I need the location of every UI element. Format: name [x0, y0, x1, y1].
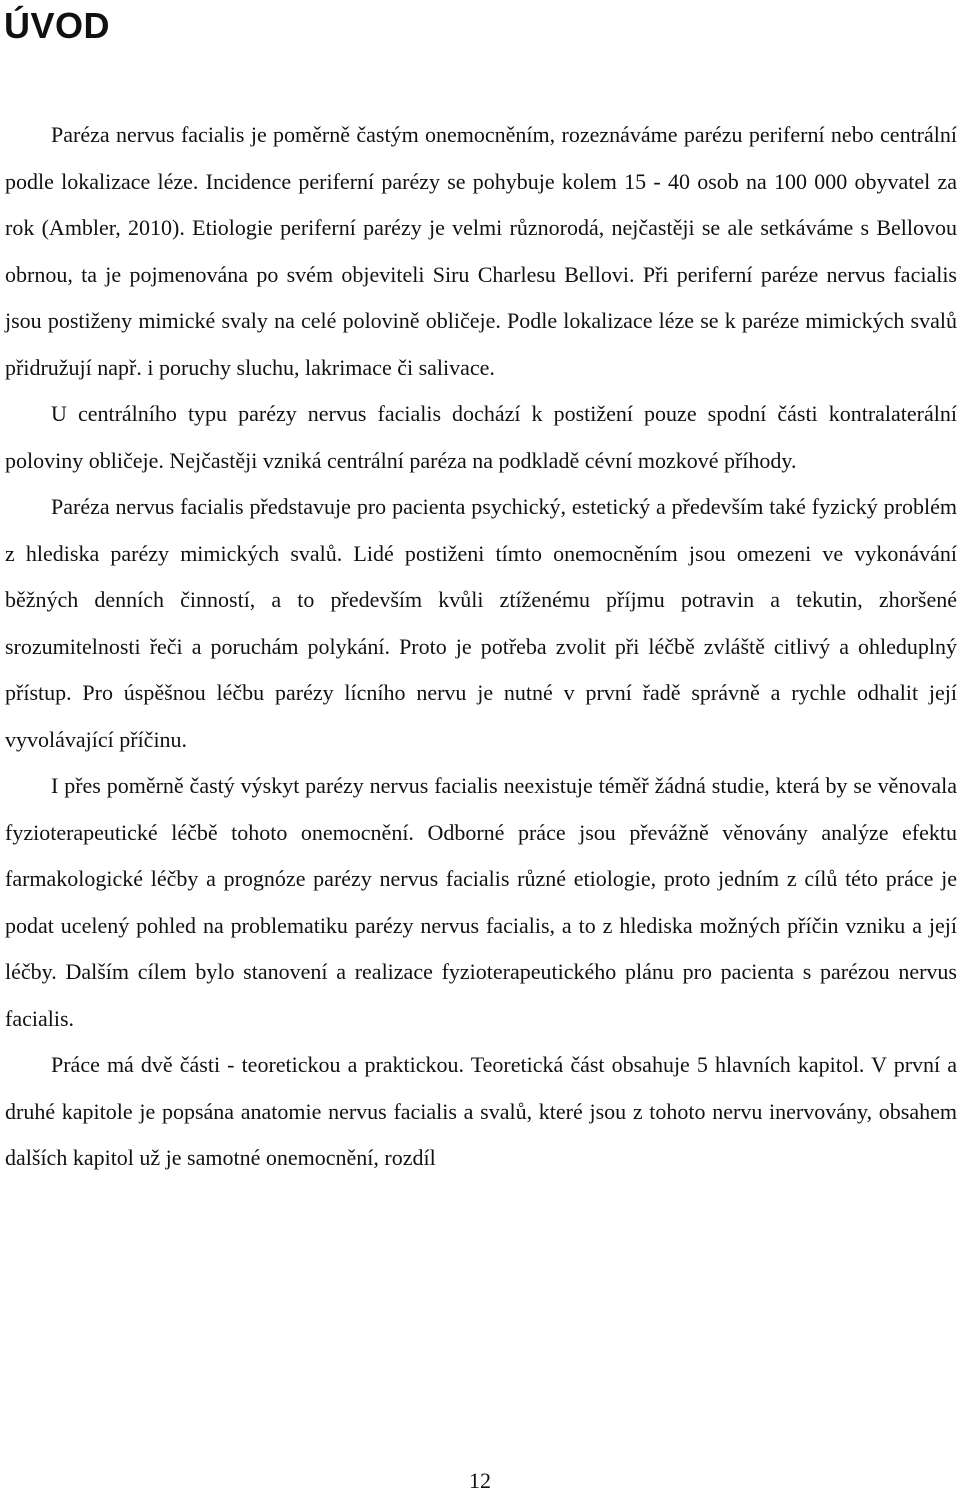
paragraph-central-type: U centrálního typu parézy nervus facialis dochází k postižení pouze spodní části kontralaterální poloviny obličeje. Nejčastěji vzniká centrální paréza na podkladě cévní mozkové příhody. — [5, 401, 957, 473]
paragraph-structure: Práce má dvě části - teoretickou a praktickou. Teoretická část obsahuje 5 hlavních kapitol. V první a druhé kapitole je popsána anatomie nervus facialis a svalů, které jsou z tohoto nervu inervovány, obsahem dalších kapitol už je samotné onemocnění, rozdíl — [5, 1052, 957, 1170]
page-number: 12 — [469, 1468, 491, 1493]
body-text — [5, 112, 957, 1182]
paragraph-patient-impact: Paréza nervus facialis představuje pro pacienta psychický, estetický a především také fyzický problém z hlediska parézy mimických svalů. Lidé postiženi tímto onemocněním jsou omezeni ve vykonávání běžných denních činností, a to především kvůli ztíženému příjmu potravin a tekutin, zhoršené srozumitelnosti řeči a poruchám polykání. Proto je potřeba zvolit při léčbě zvláště citlivý a ohleduplný přístup. Pro úspěšnou léčbu parézy lícního nervu je nutné v první řadě správně a rychle odhalit její vyvolávající příčinu. — [5, 494, 957, 752]
page-heading: ÚVOD — [4, 5, 111, 46]
paragraph-study-goals: I přes poměrně častý výskyt parézy nervus facialis neexistuje téměř žádná studie, která by se věnovala fyzioterapeutické léčbě tohoto onemocnění. Odborné práce jsou převážně věnovány analýze efektu farmakologické léčby a prognóze parézy nervus facialis různé etiologie, proto jedním z cílů této práce je podat ucelený pohled na problematiku parézy nervus facialis, a to z hlediska možných příčin vzniku a její léčby. Dalším cílem bylo stanovení a realizace fyzioterapeutického plánu pro pacienta s parézou nervus facialis. — [5, 773, 957, 1031]
paragraph-incidence: Paréza nervus facialis je poměrně častým onemocněním, rozeznáváme parézu periferní nebo centrální podle lokalizace léze. Incidence periferní parézy se pohybuje kolem 15 - 40 osob na 100 000 obyvatel za rok (Ambler, 2010). Etiologie periferní parézy je velmi různorodá, nejčastěji se ale setkáváme s Bellovou obrnou, ta je pojmenována po svém objeviteli Siru Charlesu Bellovi. Při periferní paréze nervus facialis jsou postiženy mimické svaly na celé polovině obličeje. Podle lokalizace léze se k paréze mimických svalů přidružují např. i poruchy sluchu, lakrimace či salivace. — [5, 122, 957, 380]
